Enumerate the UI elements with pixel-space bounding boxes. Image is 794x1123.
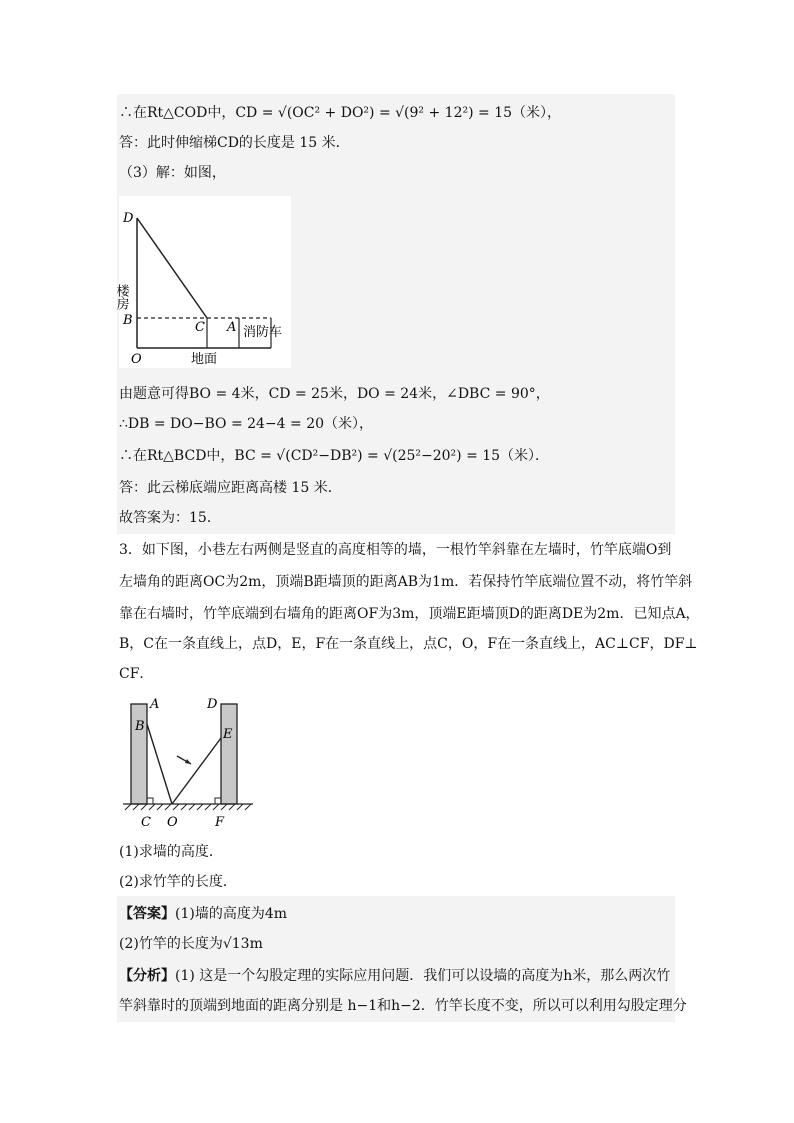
fig1-label-B: B <box>123 313 133 328</box>
fig2-label-A: A <box>150 697 160 712</box>
fig1-label-O: O <box>131 352 142 367</box>
problem3-line-1: 3．如下图，小巷左右两侧是竖直的高度相等的墙，一根竹竿斜靠在左墙时，竹竿底端O到 <box>119 542 672 558</box>
solution-line-8: 故答案为：15． <box>119 510 221 526</box>
analysis-label: 【分析】 <box>119 968 175 984</box>
solution-line-7: 答：此云梯底端应距离高楼 15 米． <box>119 480 342 496</box>
fig1-label-building: 楼房 <box>113 284 129 310</box>
solution-line-6: ∴在Rt△BCD中，BC = √(CD²−DB²) = √(25²−20²) = 15（米）． <box>119 448 550 464</box>
solution-line-5: ∴DB = DO−BO = 24−4 = 20（米）， <box>119 416 374 432</box>
solution-line-1: ∴在Rt△COD中，CD = √(OC² + DO²) = √(9² + 12²) = 15（米）， <box>119 105 562 121</box>
fig2-label-B: B <box>135 719 145 734</box>
fig2-label-E: E <box>223 727 233 742</box>
solution-line-2: 答：此时伸缩梯CD的长度是 15 米． <box>119 135 350 151</box>
solution-line-4: 由题意可得BO = 4米，CD = 25米，DO = 24米，∠DBC = 90°， <box>119 386 550 402</box>
analysis-text-1: (1) 这是一个勾股定理的实际应用问题．我们可以设墙的高度为h米，那么两次竹 <box>175 968 671 984</box>
solution-part3-heading: （3）解：如图， <box>119 165 226 181</box>
question-2: (2)求竹竿的长度． <box>119 874 237 890</box>
answer-line-2: (2)竹竿的长度为√13m <box>119 936 263 952</box>
fig2-label-F: F <box>215 815 225 830</box>
fig1-label-ground: 地面 <box>191 352 218 367</box>
fig1-label-truck: 消防车 <box>243 325 283 340</box>
building-ladder-figure <box>113 196 291 368</box>
question-1: (1)求墙的高度． <box>119 844 223 860</box>
answer-text-1: (1)墙的高度为4m <box>175 906 288 922</box>
fig1-label-D: D <box>123 211 134 226</box>
problem3-line-2: 左墙角的距离OC为2m，顶端B距墙顶的距离AB为1m．若保持竹竿底端位置不动，将竹竿斜 <box>119 574 693 590</box>
fig2-label-C: C <box>141 815 151 830</box>
fig2-label-O: O <box>167 815 178 830</box>
analysis-line-2: 竿斜靠时的顶端到地面的距离分别是 h−1和h−2．竹竿长度不变，所以可以利用勾股定理分 <box>119 998 687 1014</box>
problem3-line-4: B，C在一条直线上，点D，E，F在一条直线上，点C，O，F在一条直线上，AC⊥CF，DF⊥ <box>119 636 698 652</box>
answer-label: 【答案】 <box>119 906 175 922</box>
alley-walls-figure <box>119 694 259 832</box>
problem3-line-5: CF． <box>119 666 154 682</box>
analysis-line-1 <box>119 966 670 986</box>
fig2-label-D: D <box>207 697 218 712</box>
fig1-label-C: C <box>195 320 205 335</box>
fig1-label-A: A <box>227 320 237 335</box>
problem3-line-3: 靠在右墙时，竹竿底端到右墙角的距离OF为3m，顶端E距墙顶D的距离DE为2m．已知点A， <box>119 606 700 622</box>
answer-line-1 <box>119 904 287 924</box>
